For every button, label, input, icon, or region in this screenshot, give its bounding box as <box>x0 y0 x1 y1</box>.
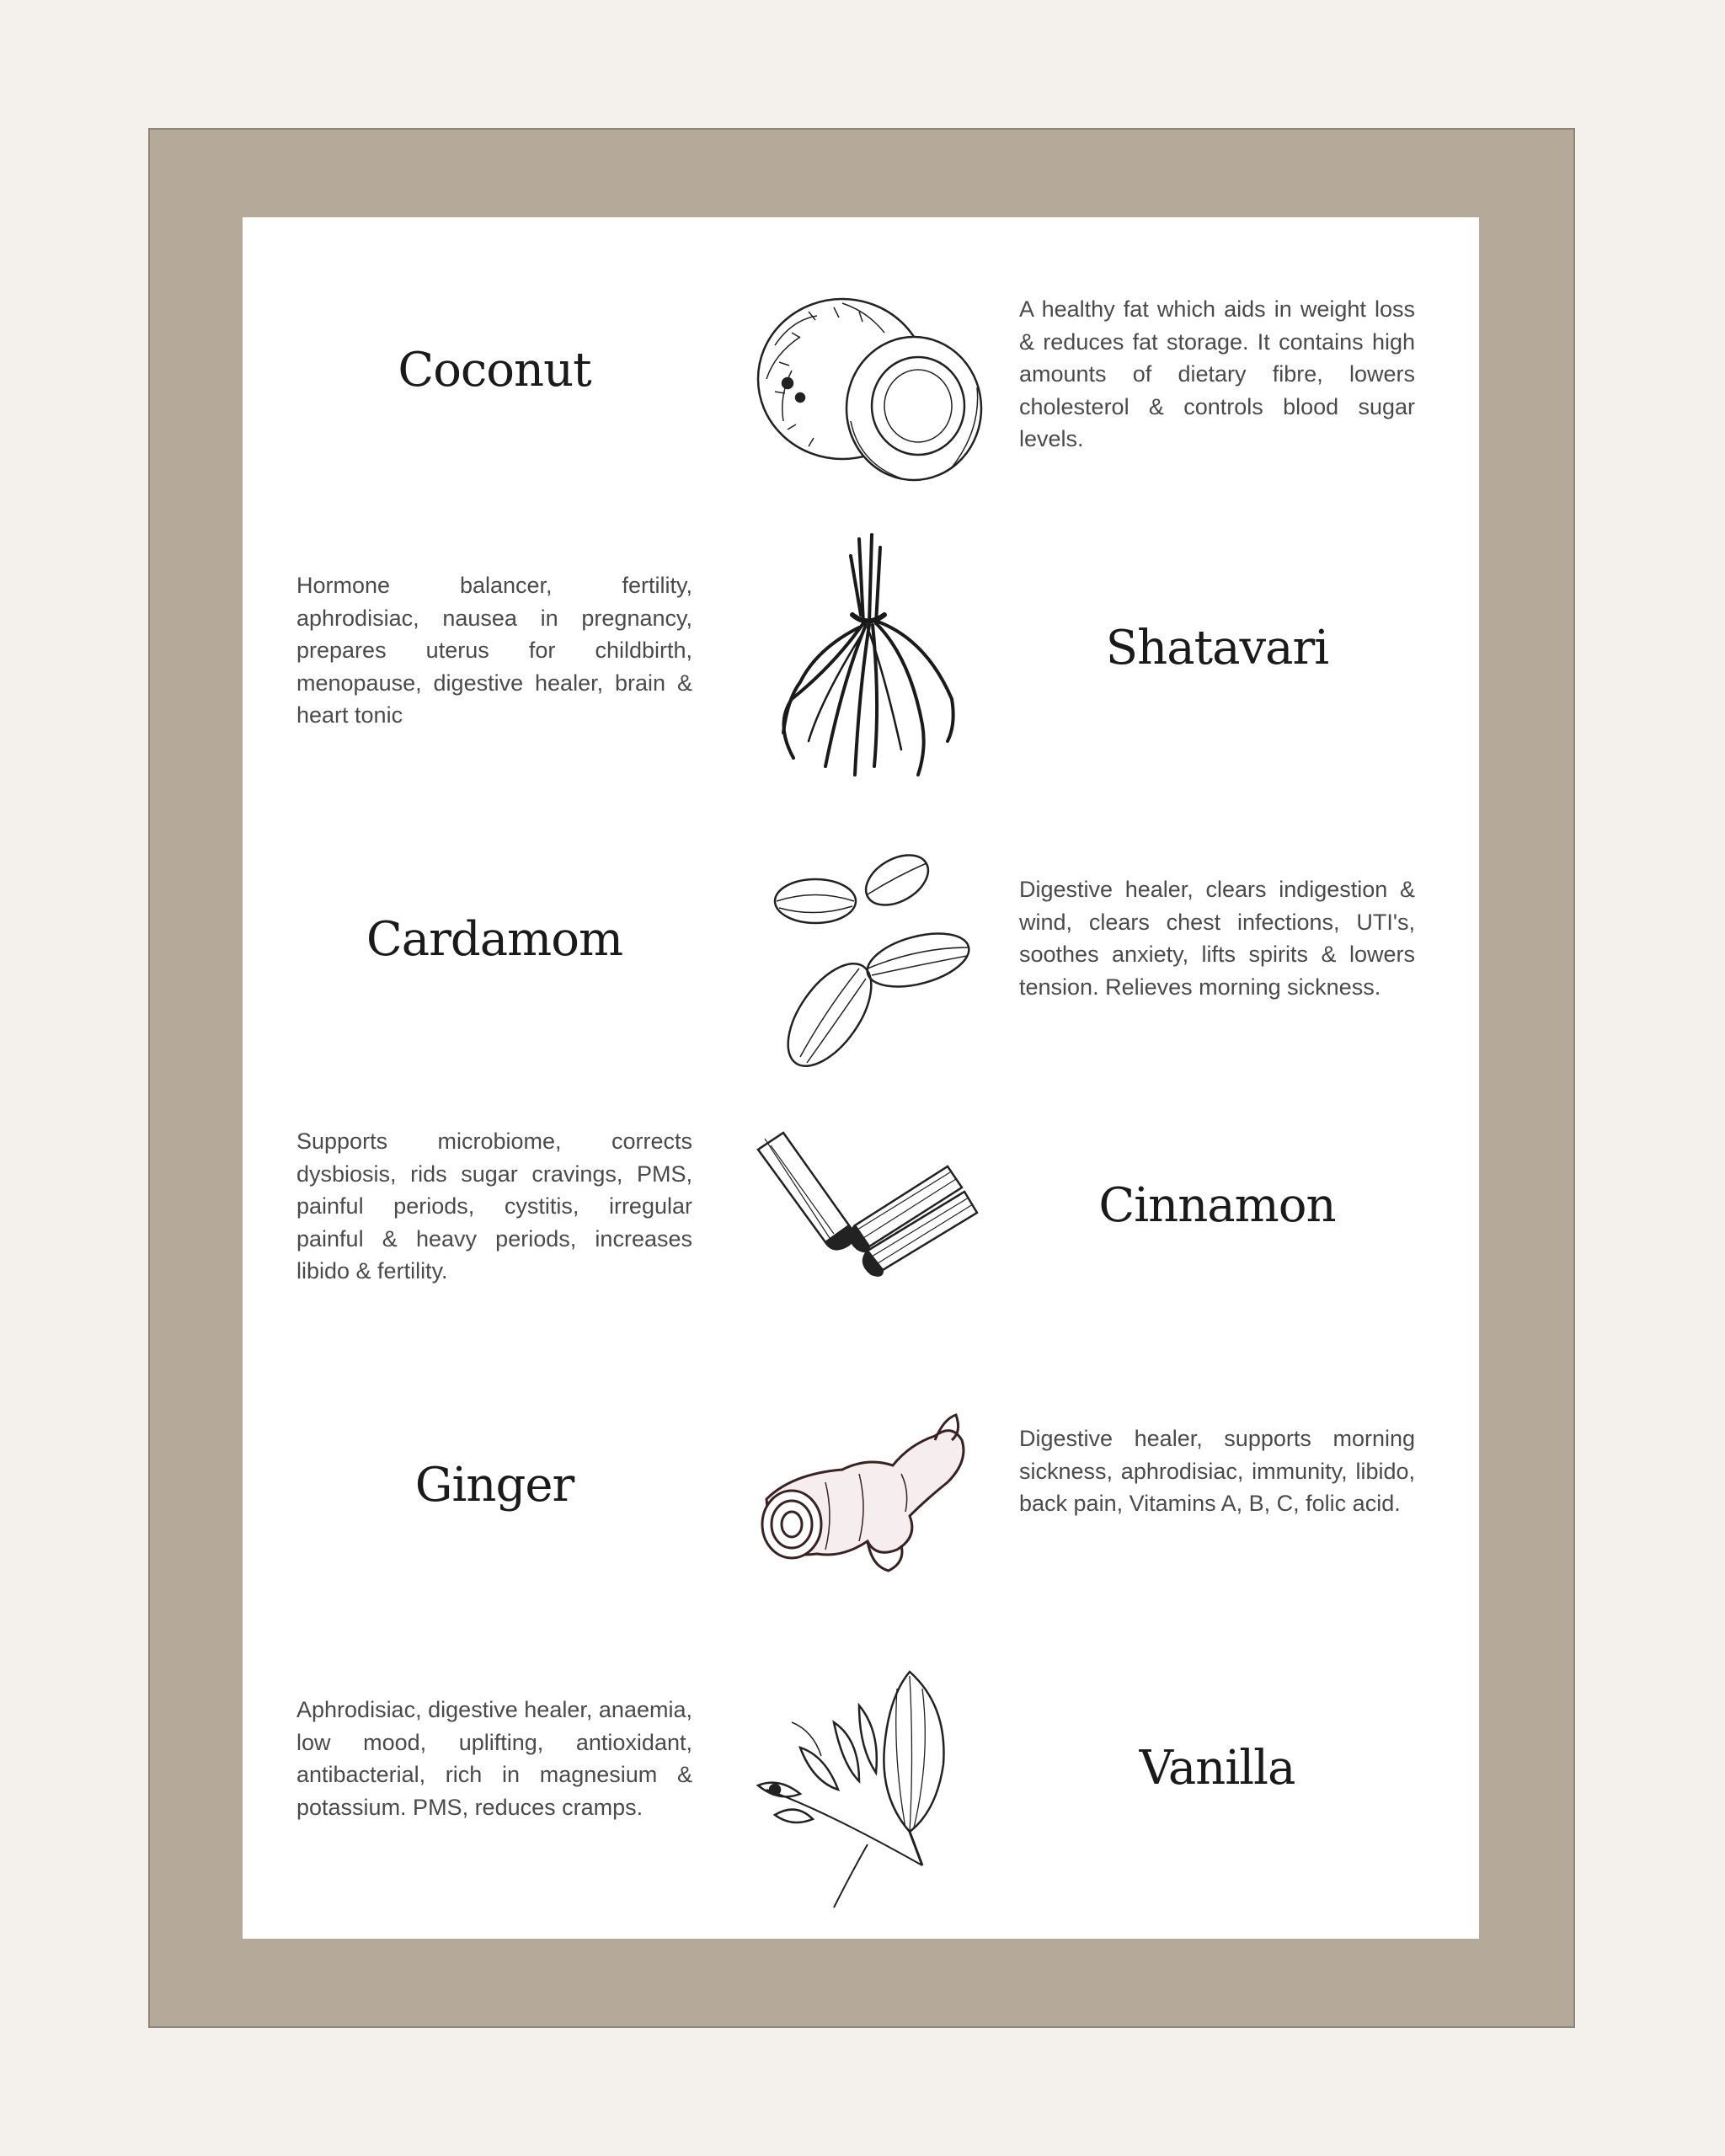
ginger-description: Digestive healer, supports morning sickness, aphrodisiac, immunity, libido, back pain, Vitamins A, B, C, folic acid. <box>1019 1426 1415 1516</box>
shatavari-title: Shatavari <box>1105 621 1329 675</box>
root-icon <box>741 531 994 783</box>
ginger-title: Ginger <box>414 1458 574 1513</box>
cinnamon-title: Cinnamon <box>1098 1178 1336 1233</box>
coconut-title: Coconut <box>398 343 591 398</box>
coconut-icon <box>741 253 994 505</box>
ginger-root-icon <box>741 1390 994 1642</box>
cardamom-description: Digestive healer, clears indigestion & wind, clears chest infections, UTI's, soothes anxiety, lifts spirits & lowers tension. Relieves morning sickness. <box>1019 877 1415 1000</box>
vanilla-description: Aphrodisiac, digestive healer, anaemia, low mood, uplifting, antioxidant, antibacterial, rich in magnesium & potassium. PMS, reduces cramps. <box>296 1697 692 1820</box>
vanilla-title: Vanilla <box>1139 1741 1295 1796</box>
shatavari-description: Hormone balancer, fertility, aphrodisiac, nausea in pregnancy, prepares uterus for childbirth, menopause, digestive healer, brain & heart tonic <box>296 573 692 728</box>
cinnamon-sticks-icon <box>741 1095 994 1348</box>
cinnamon-description: Supports microbiome, corrects dysbiosis, rids sugar cravings, PMS, painful periods, cystitis, irregular painful & heavy periods, increases libido & fertility. <box>296 1129 692 1283</box>
vanilla-flower-icon <box>741 1663 994 1916</box>
cardamom-title: Cardamom <box>366 912 623 967</box>
coconut-description: A healthy fat which aids in weight loss & reduces fat storage. It contains high amounts of dietary fibre, lowers cholesterol & controls blood sugar levels. <box>1019 296 1415 451</box>
cardamom-pods-icon <box>741 842 994 1095</box>
